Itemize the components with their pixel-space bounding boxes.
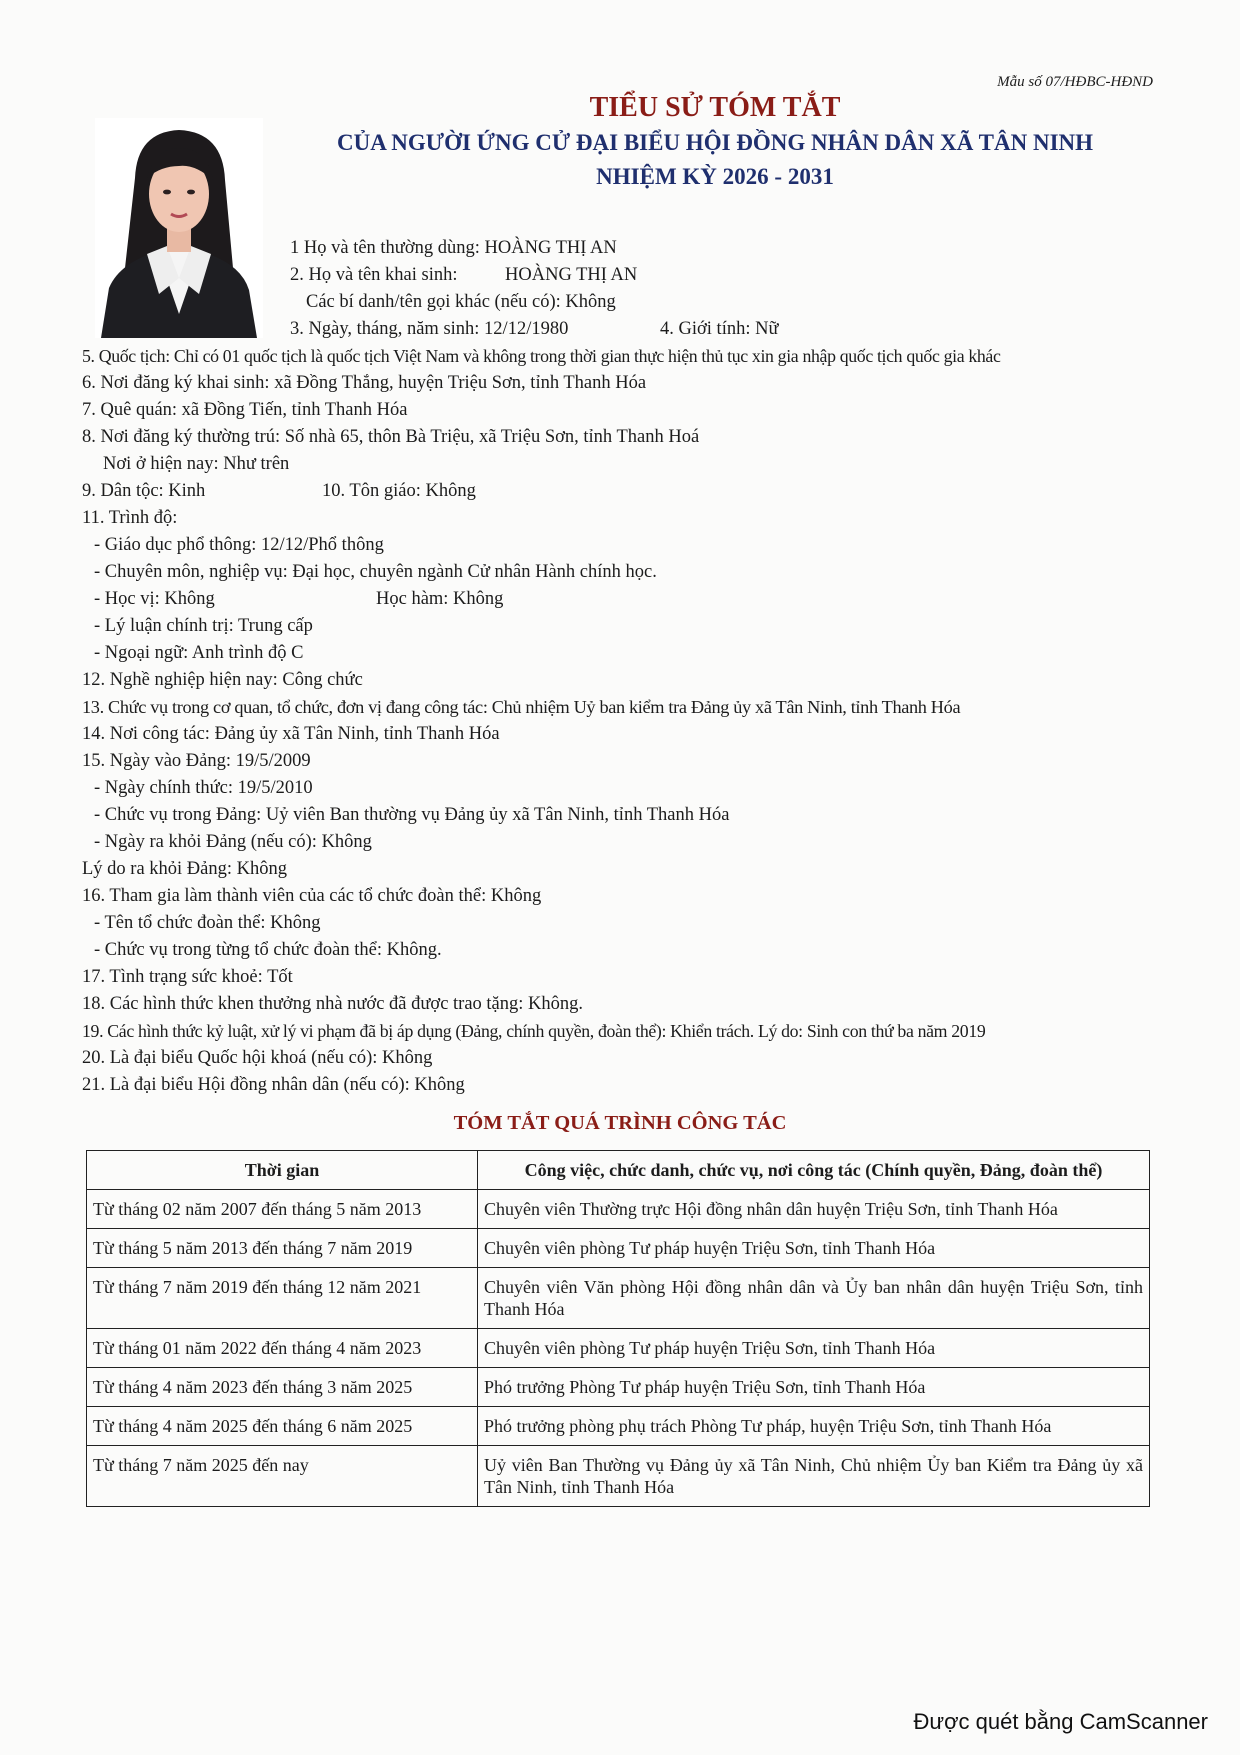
field-specialization: - Chuyên môn, nghiệp vụ: Đại học, chuyên ngành Cử nhân Hành chính học. <box>94 562 657 582</box>
row-job: Uỷ viên Ban Thường vụ Đảng ủy xã Tân Ninh, Chủ nhiệm Ủy ban Kiểm tra Đảng ủy xã Tân Ninh, tỉnh Thanh Hóa <box>478 1446 1150 1507</box>
row-job: Chuyên viên phòng Tư pháp huyện Triệu Sơn, tỉnh Thanh Hóa <box>478 1229 1150 1268</box>
row-time: Từ tháng 01 năm 2022 đến tháng 4 năm 2023 <box>87 1329 478 1368</box>
row-time: Từ tháng 7 năm 2025 đến nay <box>87 1446 478 1507</box>
field-general-education: - Giáo dục phổ thông: 12/12/Phổ thông <box>94 535 384 555</box>
field-awards: 18. Các hình thức khen thưởng nhà nước đã được trao tặng: Không. <box>82 994 584 1014</box>
field-academic-title: Học hàm: Không <box>376 589 504 609</box>
header-time: Thời gian <box>87 1151 478 1190</box>
field-foreign-language: - Ngoại ngữ: Anh trình độ C <box>94 643 304 663</box>
field-workplace: 14. Nơi công tác: Đảng ủy xã Tân Ninh, tỉnh Thanh Hóa <box>82 724 500 744</box>
row-job: Chuyên viên Thường trực Hội đồng nhân dân huyện Triệu Sơn, tỉnh Thanh Hóa <box>478 1190 1150 1229</box>
table-header-row <box>87 1151 1150 1190</box>
field-nationality: 5. Quốc tịch: Chỉ có 01 quốc tịch là quốc tịch Việt Nam và không trong thời gian thực hiện thủ tục xin gia nhập quốc tịch quốc gia khác <box>82 346 1001 366</box>
work-history-table <box>86 1150 1150 1507</box>
row-job: Chuyên viên phòng Tư pháp huyện Triệu Sơn, tỉnh Thanh Hóa <box>478 1329 1150 1368</box>
row-time: Từ tháng 4 năm 2023 đến tháng 3 năm 2025 <box>87 1368 478 1407</box>
table-row <box>87 1229 1150 1268</box>
field-party-leave-date: - Ngày ra khỏi Đảng (nếu có): Không <box>94 832 372 852</box>
row-job: Chuyên viên Văn phòng Hội đồng nhân dân và Ủy ban nhân dân huyện Triệu Sơn, tỉnh Thanh Hóa <box>478 1268 1150 1329</box>
table-row <box>87 1268 1150 1329</box>
row-time: Từ tháng 5 năm 2013 đến tháng 7 năm 2019 <box>87 1229 478 1268</box>
field-organization-name: - Tên tổ chức đoàn thể: Không <box>94 913 321 933</box>
field-religion: 10. Tôn giáo: Không <box>322 481 476 501</box>
portrait-photo <box>95 118 263 338</box>
field-occupation: 12. Nghề nghiệp hiện nay: Công chức <box>82 670 363 690</box>
table-row <box>87 1446 1150 1507</box>
field-party-join-date: 15. Ngày vào Đảng: 19/5/2009 <box>82 751 311 771</box>
row-job: Phó trưởng phòng phụ trách Phòng Tư pháp, huyện Triệu Sơn, tỉnh Thanh Hóa <box>478 1407 1150 1446</box>
table-row <box>87 1407 1150 1446</box>
portrait-image <box>95 118 263 338</box>
field-position: 13. Chức vụ trong cơ quan, tổ chức, đơn vị đang công tác: Chủ nhiệm Uỷ ban kiểm tra Đảng ủy xã Tân Ninh, tỉnh Thanh Hóa <box>82 697 961 717</box>
field-peoples-council: 21. Là đại biểu Hội đồng nhân dân (nếu có): Không <box>82 1075 465 1095</box>
row-time: Từ tháng 02 năm 2007 đến tháng 5 năm 2013 <box>87 1190 478 1229</box>
title-block <box>280 90 1150 194</box>
document-subtitle: CỦA NGƯỜI ỨNG CỬ ĐẠI BIỂU HỘI ĐỒNG NHÂN DÂN XÃ TÂN NINH <box>336 130 1094 155</box>
table-row <box>87 1190 1150 1229</box>
row-time: Từ tháng 4 năm 2025 đến tháng 6 năm 2025 <box>87 1407 478 1446</box>
field-current-residence: Nơi ở hiện nay: Như trên <box>103 454 290 474</box>
field-mass-organizations: 16. Tham gia làm thành viên của các tổ chức đoàn thể: Không <box>82 886 542 906</box>
field-birth-name-label: 2. Họ và tên khai sinh: <box>290 265 458 285</box>
form-code: Mẫu số 07/HĐBC-HĐND <box>997 74 1153 90</box>
document-title: TIỂU SỬ TÓM TẮT <box>589 92 841 123</box>
field-permanent-residence: 8. Nơi đăng ký thường trú: Số nhà 65, thôn Bà Triệu, xã Triệu Sơn, tỉnh Thanh Hoá <box>82 427 700 447</box>
field-aliases: Các bí danh/tên gọi khác (nếu có): Không <box>306 292 616 312</box>
field-degree: - Học vị: Không <box>94 589 215 609</box>
field-party-position: - Chức vụ trong Đảng: Uỷ viên Ban thường vụ Đảng ủy xã Tân Ninh, tỉnh Thanh Hóa <box>94 805 730 825</box>
field-organization-position: - Chức vụ trong từng tổ chức đoàn thể: Không. <box>94 940 442 960</box>
row-time: Từ tháng 7 năm 2019 đến tháng 12 năm 2021 <box>87 1268 478 1329</box>
field-discipline: 19. Các hình thức kỷ luật, xử lý vi phạm đã bị áp dụng (Đảng, chính quyền, đoàn thể): Khiển trách. Lý do: Sinh con thứ ba năm 2019 <box>82 1021 986 1041</box>
field-national-assembly: 20. Là đại biểu Quốc hội khoá (nếu có): Không <box>82 1048 433 1068</box>
work-history-title: TÓM TẮT QUÁ TRÌNH CÔNG TÁC <box>453 1112 787 1134</box>
row-job: Phó trưởng Phòng Tư pháp huyện Triệu Sơn, tỉnh Thanh Hóa <box>478 1368 1150 1407</box>
field-common-name: 1 Họ và tên thường dùng: HOÀNG THỊ AN <box>290 238 617 258</box>
field-gender: 4. Giới tính: Nữ <box>660 319 779 339</box>
table-row <box>87 1368 1150 1407</box>
field-political-theory: - Lý luận chính trị: Trung cấp <box>94 616 313 636</box>
field-party-official-date: - Ngày chính thức: 19/5/2010 <box>94 778 313 798</box>
field-health: 17. Tình trạng sức khoẻ: Tốt <box>82 967 293 987</box>
field-hometown: 7. Quê quán: xã Đồng Tiến, tỉnh Thanh Hóa <box>82 400 408 420</box>
field-birth-registration: 6. Nơi đăng ký khai sinh: xã Đồng Thắng, huyện Triệu Sơn, tỉnh Thanh Hóa <box>82 373 647 393</box>
field-birth-date: 3. Ngày, tháng, năm sinh: 12/12/1980 <box>290 319 569 339</box>
document-term: NHIỆM KỲ 2026 - 2031 <box>596 164 834 189</box>
scanner-watermark: Được quét bằng CamScanner <box>913 1709 1208 1734</box>
field-ethnicity: 9. Dân tộc: Kinh <box>82 481 206 501</box>
table-row <box>87 1329 1150 1368</box>
header-job: Công việc, chức danh, chức vụ, nơi công tác (Chính quyền, Đảng, đoàn thể) <box>478 1151 1150 1190</box>
field-party-leave-reason: Lý do ra khỏi Đảng: Không <box>82 859 288 879</box>
field-birth-name-value: HOÀNG THỊ AN <box>505 265 638 285</box>
field-education-heading: 11. Trình độ: <box>82 508 178 528</box>
